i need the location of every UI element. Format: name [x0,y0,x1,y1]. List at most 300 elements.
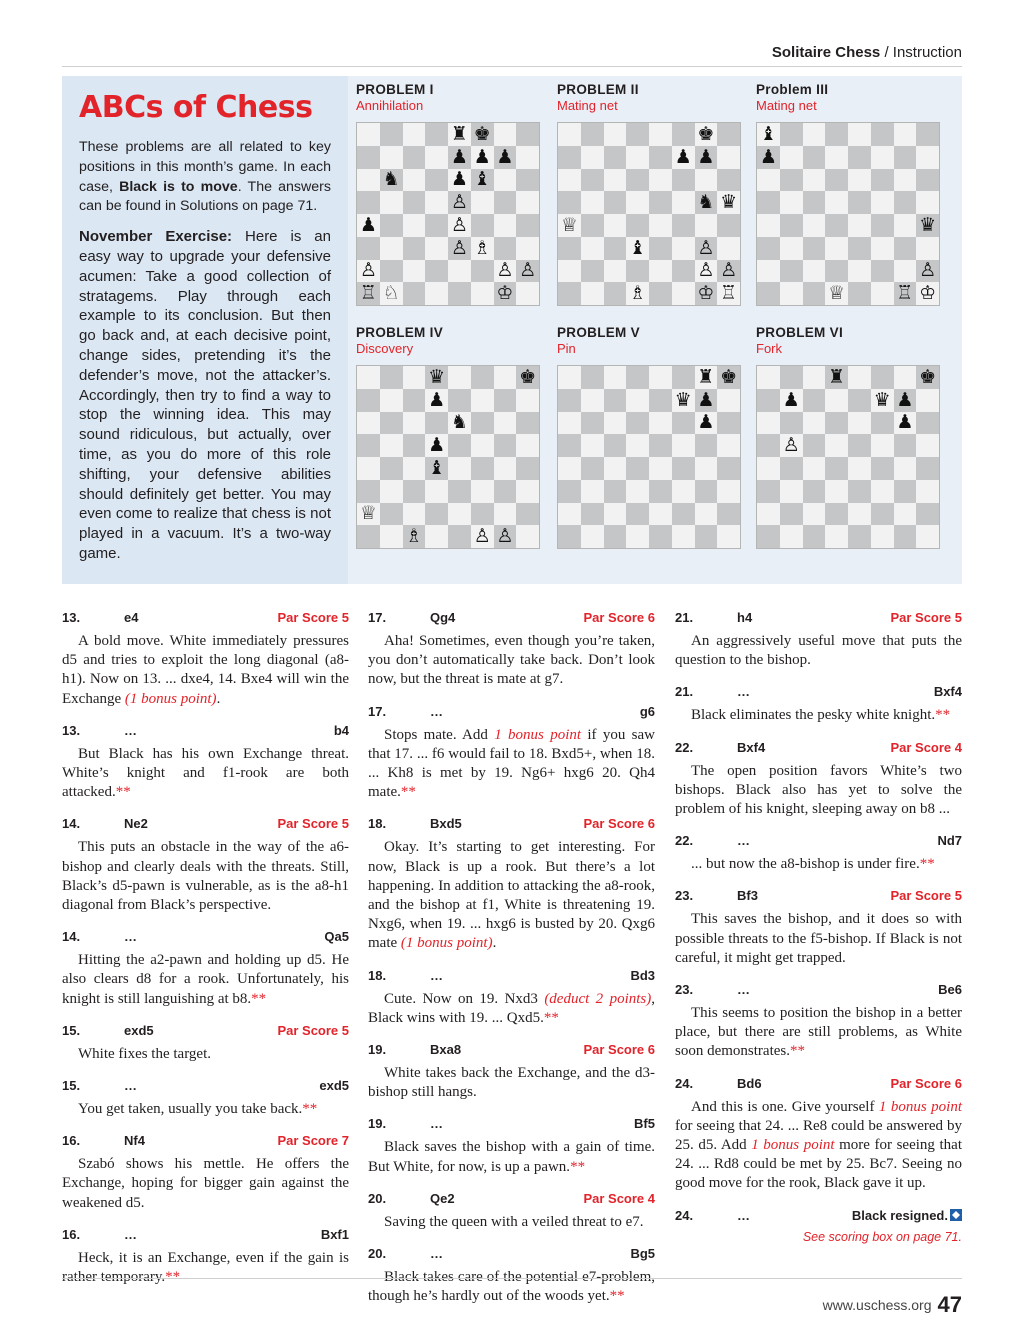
reply-move: Bg5 [630,1246,655,1262]
board-square [825,260,848,283]
board-square [403,191,426,214]
board-square [825,412,848,435]
board-square [448,366,471,389]
board-square [916,169,939,192]
black-pawn-icon: ♟ [894,412,917,435]
black-rook-icon: ♜ [695,366,718,389]
board-square [695,503,718,526]
board-square [558,480,581,503]
board-square [916,123,939,146]
reply-move: Qa5 [324,929,349,945]
chess-board [756,122,940,306]
board-square [357,169,380,192]
move-notation: e4 [124,610,139,625]
board-square [581,434,604,457]
black-knight-icon: ♞ [380,169,403,192]
board-square [626,525,649,548]
board-square [848,525,871,548]
white-pawn-icon: ♙ [780,434,803,457]
board-square [425,503,448,526]
white-pawn-icon: ♙ [448,237,471,260]
board-square [380,389,403,412]
board-square [916,389,939,412]
chess-board [356,122,540,306]
white-bishop-icon: ♗ [403,525,426,548]
board-square [649,434,672,457]
board-square [403,503,426,526]
board-square [916,457,939,480]
commentary-text: ... but now the a8-bishop is under fire. [691,856,920,873]
board-square [757,525,780,548]
black-queen-icon: ♛ [717,191,740,214]
board-square [604,412,627,435]
board-square [471,366,494,389]
board-square [558,503,581,526]
chess-board [756,365,940,549]
board-square [581,366,604,389]
move-number: 21. [675,684,694,700]
commentary-text: Aha! Sometimes, even though you’re taken, you don’t automatically take back. Don’t look now, but the threat is mate at g7. [368,633,655,688]
board-square [848,389,871,412]
move-number: 15. [62,1022,81,1038]
par-score: Par Score 5 [890,888,962,904]
board-square [581,123,604,146]
board-square [516,237,539,260]
board-square [403,169,426,192]
board-square [780,260,803,283]
white-pawn-icon: ♙ [695,260,718,283]
board-square [581,282,604,305]
commentary-text: Heck, it is an Exchange, even if the gain is rather temporary. [62,1249,349,1286]
page-footer [823,1292,962,1318]
board-square [403,457,426,480]
board-square [848,191,871,214]
move-notation: … [430,967,443,983]
white-king-icon: ♔ [916,282,939,305]
move-number: 24. [675,1207,694,1223]
board-square [894,434,917,457]
move-number: 17. [368,610,387,625]
board-square [357,146,380,169]
board-square [871,480,894,503]
board-square [494,191,517,214]
board-square [494,169,517,192]
white-pawn-icon: ♙ [494,525,517,548]
board-square [494,480,517,503]
board-square [803,412,826,435]
move-notation: … [737,1207,750,1223]
reply-move: Nd7 [937,833,962,849]
black-queen-icon: ♛ [916,214,939,237]
black-pawn-icon: ♟ [780,389,803,412]
white-pawn-icon: ♙ [471,525,494,548]
problem-3 [756,82,937,305]
board-square [803,146,826,169]
board-square [425,214,448,237]
board-square [717,389,740,412]
board-square [894,366,917,389]
board-square [894,214,917,237]
move-line [62,604,349,630]
problem-theme: Mating net [756,98,817,113]
board-square [894,169,917,192]
board-square [848,282,871,305]
par-score: Par Score 5 [277,816,349,832]
black-bishop-icon: ♝ [626,237,649,260]
commentary-text: Black takes care of the potential e7-problem, though he’s hardly out of the woods yet. [368,1269,655,1305]
move-line [62,1127,349,1153]
board-square [672,503,695,526]
board-square [848,457,871,480]
board-square [894,503,917,526]
move-notation: … [124,1078,137,1094]
commentary-text: And this is one. Give yourself [691,1098,879,1115]
board-square [825,191,848,214]
board-square [626,169,649,192]
black-bishop-icon: ♝ [425,457,448,480]
board-square [471,282,494,305]
reply-move: Bxf1 [320,1226,349,1242]
board-square [626,123,649,146]
board-square [626,366,649,389]
board-square [604,123,627,146]
board-square [558,434,581,457]
commentary [368,726,655,803]
exercise-paragraph [79,227,331,564]
board-square [516,123,539,146]
reply-move: Bf5 [634,1116,655,1132]
board-square [780,169,803,192]
reply-move: b4 [333,722,349,738]
reply-move: Bd3 [630,967,655,983]
move-number: 17. [368,703,387,719]
board-square [695,480,718,503]
board-square [581,169,604,192]
reply-move: Black resigned. [852,1208,962,1223]
board-square [581,503,604,526]
board-square [581,237,604,260]
par-score: Par Score 5 [890,610,962,625]
board-square [448,282,471,305]
column-1 [62,604,349,1295]
commentary-text: You get taken, usually you take back. [78,1101,303,1118]
chess-board [557,365,741,549]
page-header [772,44,962,61]
commentary [675,762,962,820]
board-square [494,503,517,526]
problem-title: Problem III [756,82,829,97]
board-square [871,282,894,305]
black-bishop-icon: ♝ [757,123,780,146]
board-square [871,191,894,214]
move-line [368,698,655,724]
board-square [604,389,627,412]
board-square [357,480,380,503]
board-square [803,169,826,192]
white-pawn-icon: ♙ [448,214,471,237]
board-square [380,260,403,283]
move-notation: Bf3 [737,888,758,904]
black-queen-icon: ♛ [672,389,695,412]
move-line [62,810,349,836]
chess-board [557,122,741,306]
move-number: 16. [62,1133,81,1149]
move-number: 20. [368,1190,387,1206]
problem-title: PROBLEM I [356,82,434,97]
board-square [757,389,780,412]
board-square [403,214,426,237]
move-notation: Nf4 [124,1133,145,1149]
commentary [675,1004,962,1062]
commentary-text: more for seeing that 24. ... Rd8 could be met by 25. Bc7. Seeing no good move for the rook, Black gave it up. [675,1137,962,1192]
board-square [516,191,539,214]
board-square [825,169,848,192]
board-square [916,146,939,169]
black-rook-icon: ♜ [448,123,471,146]
reply-move: Be6 [938,982,962,998]
board-square [717,503,740,526]
move-number: 20. [368,1246,387,1262]
board-square [380,503,403,526]
black-pawn-icon: ♟ [494,146,517,169]
exercise-text: Here is an easy way to upgrade your defensive acumen: Take a good collection of stratagems. Play through each example to its conclusion. But then go back and, at each decisive point, change sides, pretending it’s the defender’s move, not the attacker’s. Accordingly, then try to find a way to stop the winning idea. This may sound ridiculous, but actually, over time, as you do more of this role shifting, your defensive abilities should definitely get better. You may even come to realize that chess is not played in a vacuum. It’s a two-way game. [79,228,331,562]
commentary [62,951,349,1009]
move-number: 22. [675,833,694,849]
commentary-text: A bold move. White immediately pressures d5 and tries to exploit the long diagonal (a8-h1). Now on 13. ... dxe4, 14. Bxe4 will win the Exchange [62,633,349,707]
problem-title: PROBLEM VI [756,325,844,340]
board-square [825,237,848,260]
board-square [649,191,672,214]
board-square [871,123,894,146]
board-square [916,525,939,548]
board-square [757,503,780,526]
board-square [649,214,672,237]
commentary-text: Cute. Now on 19. Nxd3 [384,990,545,1007]
commentary [62,1155,349,1213]
black-pawn-icon: ♟ [448,146,471,169]
board-square [425,191,448,214]
black-pawn-icon: ♟ [471,146,494,169]
black-pawn-icon: ♟ [894,389,917,412]
section-divider: / [884,44,889,61]
commentary [368,1268,655,1306]
move-number: 14. [62,929,81,945]
board-square [516,169,539,192]
board-square [403,389,426,412]
board-square [649,366,672,389]
board-square [848,123,871,146]
board-square [425,525,448,548]
move-line [675,1202,962,1228]
subsection-name: Instruction [892,44,962,61]
commentary [675,632,962,670]
board-square [604,169,627,192]
board-square [471,191,494,214]
board-square [380,191,403,214]
board-square [357,237,380,260]
board-square [448,389,471,412]
problem-theme: Pin [557,341,576,356]
move-notation: … [737,684,750,700]
move-notation: Ne2 [124,816,148,832]
board-square [717,214,740,237]
commentary [368,990,655,1028]
board-square [717,525,740,548]
board-square [848,214,871,237]
intro-paragraph [79,138,331,217]
board-square [380,214,403,237]
board-square [494,457,517,480]
board-square [425,146,448,169]
board-square [425,237,448,260]
board-square [425,412,448,435]
board-square [357,412,380,435]
commentary-text: An aggressively useful move that puts the question to the bishop. [675,633,962,669]
commentary-text: . [216,690,221,707]
board-square [357,525,380,548]
white-pawn-icon: ♙ [516,260,539,283]
problem-theme: Mating net [557,98,618,113]
board-square [558,260,581,283]
board-square [894,480,917,503]
footer-rule [62,1278,962,1279]
column-3 [675,604,962,1244]
board-square [825,525,848,548]
white-pawn-icon: ♙ [717,260,740,283]
board-square [581,191,604,214]
board-square [825,434,848,457]
board-square [626,214,649,237]
board-square [894,146,917,169]
board-square [558,169,581,192]
board-square [717,434,740,457]
move-line [62,923,349,949]
move-number: 15. [62,1078,81,1094]
commentary-text: White takes back the Exchange, and the d3-bishop still hangs. [368,1065,655,1101]
board-square [649,480,672,503]
section-name: Solitaire Chess [771,44,881,61]
board-square [516,412,539,435]
score-marker: ** [609,1288,625,1305]
white-pawn-icon: ♙ [357,260,380,283]
move-line [368,1185,655,1211]
board-square [357,389,380,412]
board-square [516,146,539,169]
board-square [780,214,803,237]
board-square [516,434,539,457]
board-square [448,503,471,526]
board-square [494,366,517,389]
score-marker: ** [165,1269,181,1286]
board-square [916,191,939,214]
score-marker: ** [302,1101,318,1118]
board-square [803,282,826,305]
board-square [626,412,649,435]
board-square [380,412,403,435]
board-square [649,146,672,169]
board-square [403,260,426,283]
board-square [494,389,517,412]
problem-1 [356,82,537,305]
reply-move: Bxf4 [933,684,962,700]
board-square [894,237,917,260]
black-pawn-icon: ♟ [425,389,448,412]
move-notation: … [430,1116,443,1132]
page-number: 47 [937,1292,962,1317]
board-square [357,123,380,146]
problem-title: PROBLEM V [557,325,640,340]
board-square [494,412,517,435]
board-square [494,434,517,457]
black-pawn-icon: ♟ [357,214,380,237]
board-square [403,237,426,260]
board-square [672,434,695,457]
board-square [672,214,695,237]
commentary-text: if you saw that 17. ... f6 would fail to 18. Bxd5+, when 18. ... Kh8 is met by 19. Ng6+ hxg6 20. Qh4 mate. [368,726,655,801]
board-square [757,260,780,283]
white-pawn-icon: ♙ [695,237,718,260]
board-square [672,169,695,192]
move-notation: … [737,833,750,849]
move-notation: … [430,703,443,719]
reply-move: exd5 [319,1078,349,1094]
board-square [558,525,581,548]
header-rule [62,66,962,67]
board-square [780,146,803,169]
commentary-text: Black saves the bishop with a gain of time. But White, for now, is up a pawn. [368,1139,655,1175]
move-notation: Bxa8 [430,1042,462,1058]
move-line [368,962,655,988]
board-square [757,366,780,389]
commentary-text: for seeing that 24. ... Re8 could be answered by 25. d5. Add [675,1117,962,1154]
score-marker: ** [570,1158,586,1175]
board-square [604,366,627,389]
board-square [803,260,826,283]
board-square [695,525,718,548]
commentary [62,1249,349,1287]
white-rook-icon: ♖ [357,282,380,305]
board-square [871,146,894,169]
board-square [894,191,917,214]
board-square [717,123,740,146]
board-square [649,123,672,146]
board-square [695,434,718,457]
board-square [604,480,627,503]
bonus-note: (deduct 2 points) [544,990,652,1007]
board-square [380,146,403,169]
board-square [757,480,780,503]
board-square [649,237,672,260]
board-square [604,146,627,169]
white-pawn-icon: ♙ [494,260,517,283]
board-square [803,457,826,480]
move-notation: … [124,1226,137,1242]
board-square [803,525,826,548]
move-notation: Qg4 [430,610,456,625]
board-square [558,412,581,435]
move-line [675,604,962,630]
board-square [380,237,403,260]
board-square [604,503,627,526]
problem-grid [348,76,962,584]
commentary [62,1045,349,1064]
board-square [672,237,695,260]
board-square [803,123,826,146]
board-square [425,169,448,192]
board-square [471,214,494,237]
black-queen-icon: ♛ [871,389,894,412]
board-square [403,412,426,435]
